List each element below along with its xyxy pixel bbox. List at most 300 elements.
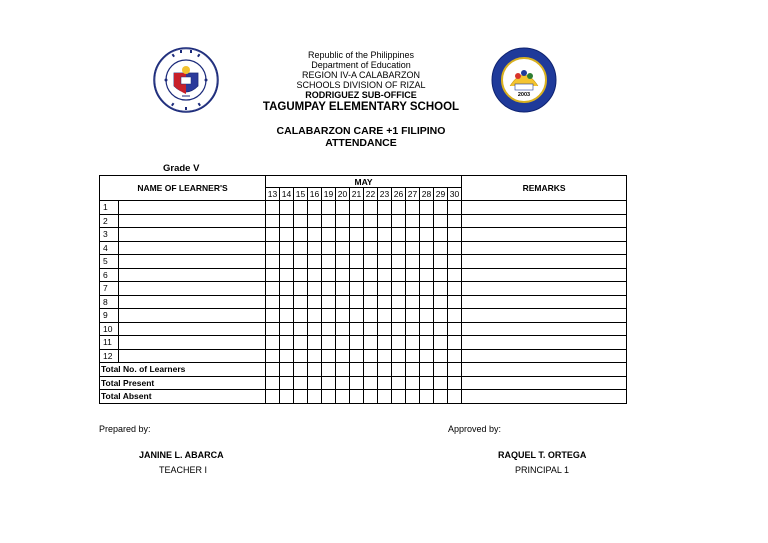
attendance-cell[interactable]	[378, 309, 392, 323]
attendance-cell[interactable]	[406, 282, 420, 296]
total-remarks-cell[interactable]	[462, 363, 627, 377]
attendance-cell[interactable]	[378, 201, 392, 215]
total-cell[interactable]	[392, 363, 406, 377]
attendance-cell[interactable]	[266, 268, 280, 282]
attendance-cell[interactable]	[448, 295, 462, 309]
attendance-cell[interactable]	[406, 295, 420, 309]
total-cell[interactable]	[364, 363, 378, 377]
learner-row	[100, 282, 627, 296]
total-cell[interactable]	[420, 376, 434, 390]
total-cell[interactable]	[448, 376, 462, 390]
attendance-cell[interactable]	[336, 282, 350, 296]
row-number: 7	[100, 282, 119, 296]
attendance-cell[interactable]	[406, 309, 420, 323]
learner-row	[100, 336, 627, 350]
attendance-cell[interactable]	[266, 349, 280, 363]
remarks-cell[interactable]	[462, 255, 627, 269]
day-header-cell: 20	[336, 188, 350, 201]
total-cell[interactable]	[308, 390, 322, 404]
attendance-cell[interactable]	[378, 255, 392, 269]
total-cell[interactable]	[280, 363, 294, 377]
attendance-cell[interactable]	[350, 214, 364, 228]
total-row	[100, 363, 627, 377]
attendance-cell[interactable]	[364, 336, 378, 350]
attendance-cell[interactable]	[336, 349, 350, 363]
attendance-cell[interactable]	[448, 349, 462, 363]
remarks-cell[interactable]	[462, 228, 627, 242]
attendance-cell[interactable]	[280, 336, 294, 350]
total-cell[interactable]	[350, 376, 364, 390]
attendance-cell[interactable]	[434, 295, 448, 309]
learner-name-cell[interactable]	[119, 349, 266, 363]
attendance-cell[interactable]	[350, 295, 364, 309]
attendance-cell[interactable]	[448, 336, 462, 350]
attendance-cell[interactable]	[308, 282, 322, 296]
total-label: Total No. of Learners	[100, 363, 266, 377]
seal-year: 2003	[517, 92, 531, 98]
attendance-cell[interactable]	[392, 336, 406, 350]
total-cell[interactable]	[322, 363, 336, 377]
attendance-cell[interactable]	[378, 228, 392, 242]
total-row	[100, 390, 627, 404]
attendance-cell[interactable]	[308, 214, 322, 228]
attendance-cell[interactable]	[448, 282, 462, 296]
learner-row	[100, 322, 627, 336]
attendance-cell[interactable]	[434, 201, 448, 215]
attendance-cell[interactable]	[350, 282, 364, 296]
approved-by-name: RAQUEL T. ORTEGA	[498, 450, 587, 460]
row-number: 12	[100, 349, 119, 363]
total-cell[interactable]	[406, 363, 420, 377]
attendance-cell[interactable]	[392, 349, 406, 363]
attendance-cell[interactable]	[350, 336, 364, 350]
attendance-cell[interactable]	[266, 241, 280, 255]
total-label: Total Absent	[100, 390, 266, 404]
form-title	[240, 125, 482, 149]
learner-row	[100, 241, 627, 255]
form-title-line2: ATTENDANCE	[325, 137, 397, 149]
form-title-line1: CALABARZON CARE +1 FILIPINO	[276, 125, 446, 137]
month-header: MAY	[266, 176, 462, 188]
learner-name-cell[interactable]	[119, 268, 266, 282]
attendance-cell[interactable]	[280, 214, 294, 228]
attendance-cell[interactable]	[448, 255, 462, 269]
remarks-cell[interactable]	[462, 214, 627, 228]
attendance-cell[interactable]	[280, 268, 294, 282]
attendance-cell[interactable]	[280, 322, 294, 336]
attendance-cell[interactable]	[434, 282, 448, 296]
learner-name-cell[interactable]	[119, 241, 266, 255]
attendance-cell[interactable]	[280, 282, 294, 296]
attendance-cell[interactable]	[392, 214, 406, 228]
remarks-cell[interactable]	[462, 349, 627, 363]
attendance-cell[interactable]	[406, 228, 420, 242]
attendance-cell[interactable]	[322, 268, 336, 282]
attendance-cell[interactable]	[266, 228, 280, 242]
attendance-cell[interactable]	[448, 201, 462, 215]
total-cell[interactable]	[266, 363, 280, 377]
total-cell[interactable]	[434, 363, 448, 377]
attendance-cell[interactable]	[378, 322, 392, 336]
attendance-cell[interactable]	[392, 309, 406, 323]
attendance-cell[interactable]	[294, 282, 308, 296]
attendance-cell[interactable]	[434, 241, 448, 255]
attendance-cell[interactable]	[294, 349, 308, 363]
attendance-cell[interactable]	[280, 201, 294, 215]
attendance-cell[interactable]	[448, 268, 462, 282]
day-header-cell: 27	[406, 188, 420, 201]
total-cell[interactable]	[294, 390, 308, 404]
total-cell[interactable]	[336, 390, 350, 404]
attendance-cell[interactable]	[322, 322, 336, 336]
day-header-cell: 26	[392, 188, 406, 201]
attendance-cell[interactable]	[280, 255, 294, 269]
remarks-cell[interactable]	[462, 336, 627, 350]
attendance-cell[interactable]	[350, 349, 364, 363]
total-cell[interactable]	[392, 390, 406, 404]
attendance-cell[interactable]	[294, 228, 308, 242]
attendance-cell[interactable]	[266, 322, 280, 336]
attendance-cell[interactable]	[280, 349, 294, 363]
attendance-cell[interactable]	[266, 295, 280, 309]
total-cell[interactable]	[336, 363, 350, 377]
attendance-cell[interactable]	[434, 336, 448, 350]
remarks-cell[interactable]	[462, 268, 627, 282]
attendance-cell[interactable]	[308, 349, 322, 363]
attendance-cell[interactable]	[308, 241, 322, 255]
learner-name-cell[interactable]	[119, 322, 266, 336]
attendance-cell[interactable]	[434, 322, 448, 336]
attendance-cell[interactable]	[378, 241, 392, 255]
attendance-cell[interactable]	[294, 255, 308, 269]
attendance-cell[interactable]	[420, 349, 434, 363]
attendance-cell[interactable]	[364, 228, 378, 242]
attendance-cell[interactable]	[392, 241, 406, 255]
attendance-cell[interactable]	[420, 255, 434, 269]
attendance-cell[interactable]	[322, 349, 336, 363]
total-label: Total Present	[100, 376, 266, 390]
total-cell[interactable]	[406, 376, 420, 390]
learner-name-cell[interactable]	[119, 309, 266, 323]
header-region: REGION IV-A CALABARZON	[301, 70, 421, 80]
attendance-cell[interactable]	[308, 336, 322, 350]
total-cell[interactable]	[434, 390, 448, 404]
attendance-cell[interactable]	[336, 228, 350, 242]
attendance-cell[interactable]	[280, 295, 294, 309]
attendance-cell[interactable]	[406, 214, 420, 228]
attendance-cell[interactable]	[322, 201, 336, 215]
attendance-cell[interactable]	[266, 201, 280, 215]
prepared-by-name: JANINE L. ABARCA	[139, 450, 224, 460]
day-header-cell: 28	[420, 188, 434, 201]
total-cell[interactable]	[448, 390, 462, 404]
learner-row	[100, 268, 627, 282]
learner-row	[100, 214, 627, 228]
attendance-cell[interactable]	[336, 309, 350, 323]
attendance-cell[interactable]	[350, 268, 364, 282]
attendance-cell[interactable]	[294, 268, 308, 282]
attendance-cell[interactable]	[364, 295, 378, 309]
attendance-cell[interactable]	[378, 214, 392, 228]
attendance-cell[interactable]	[322, 241, 336, 255]
prepared-by-label: Prepared by:	[99, 424, 151, 434]
total-cell[interactable]	[280, 390, 294, 404]
attendance-cell[interactable]	[406, 349, 420, 363]
row-number: 11	[100, 336, 119, 350]
attendance-cell[interactable]	[322, 282, 336, 296]
attendance-cell[interactable]	[294, 241, 308, 255]
remarks-cell[interactable]	[462, 282, 627, 296]
total-cell[interactable]	[364, 376, 378, 390]
attendance-cell[interactable]	[266, 255, 280, 269]
attendance-cell[interactable]	[364, 255, 378, 269]
attendance-cell[interactable]	[350, 255, 364, 269]
total-cell[interactable]	[420, 390, 434, 404]
total-cell[interactable]	[378, 390, 392, 404]
row-number: 1	[100, 201, 119, 215]
remarks-cell[interactable]	[462, 309, 627, 323]
attendance-cell[interactable]	[308, 309, 322, 323]
attendance-cell[interactable]	[434, 214, 448, 228]
total-remarks-cell[interactable]	[462, 376, 627, 390]
attendance-cell[interactable]	[364, 282, 378, 296]
attendance-cell[interactable]	[392, 201, 406, 215]
attendance-cell[interactable]	[336, 201, 350, 215]
total-cell[interactable]	[434, 376, 448, 390]
attendance-cell[interactable]	[434, 255, 448, 269]
attendance-cell[interactable]	[378, 336, 392, 350]
attendance-cell[interactable]	[420, 295, 434, 309]
learner-name-cell[interactable]	[119, 336, 266, 350]
total-cell[interactable]	[322, 376, 336, 390]
attendance-cell[interactable]	[280, 309, 294, 323]
day-header-cell: 15	[294, 188, 308, 201]
attendance-cell[interactable]	[336, 268, 350, 282]
attendance-cell[interactable]	[420, 241, 434, 255]
day-header-cell: 19	[322, 188, 336, 201]
attendance-cell[interactable]	[448, 214, 462, 228]
attendance-cell[interactable]	[322, 214, 336, 228]
attendance-cell[interactable]	[420, 309, 434, 323]
row-number: 2	[100, 214, 119, 228]
attendance-cell[interactable]	[322, 228, 336, 242]
learner-row	[100, 295, 627, 309]
attendance-cell[interactable]	[420, 322, 434, 336]
attendance-cell[interactable]	[364, 268, 378, 282]
total-cell[interactable]	[364, 390, 378, 404]
day-header-cell: 16	[308, 188, 322, 201]
school-name: TAGUMPAY ELEMENTARY SCHOOL	[262, 101, 460, 113]
header-republic: Republic of the Philippines	[307, 50, 415, 60]
day-header-cell: 14	[280, 188, 294, 201]
attendance-cell[interactable]	[294, 295, 308, 309]
day-header-cell: 22	[364, 188, 378, 201]
attendance-cell[interactable]	[364, 241, 378, 255]
remarks-header: REMARKS	[462, 176, 627, 201]
attendance-cell[interactable]	[406, 336, 420, 350]
attendance-cell[interactable]	[294, 214, 308, 228]
attendance-cell[interactable]	[280, 241, 294, 255]
attendance-cell[interactable]	[392, 322, 406, 336]
attendance-cell[interactable]	[434, 349, 448, 363]
attendance-cell[interactable]	[266, 309, 280, 323]
row-number: 8	[100, 295, 119, 309]
row-number: 6	[100, 268, 119, 282]
remarks-cell[interactable]	[462, 295, 627, 309]
remarks-cell[interactable]	[462, 241, 627, 255]
learner-row	[100, 309, 627, 323]
attendance-cell[interactable]	[266, 214, 280, 228]
attendance-cell[interactable]	[350, 309, 364, 323]
attendance-cell[interactable]	[308, 322, 322, 336]
day-header-cell: 13	[266, 188, 280, 201]
attendance-cell[interactable]	[434, 309, 448, 323]
attendance-cell[interactable]	[308, 268, 322, 282]
grade-label: Grade V	[163, 163, 200, 174]
attendance-cell[interactable]	[392, 268, 406, 282]
attendance-cell[interactable]	[392, 255, 406, 269]
attendance-cell[interactable]	[420, 201, 434, 215]
learner-name-cell[interactable]	[119, 282, 266, 296]
approved-by-label: Approved by:	[448, 424, 502, 434]
attendance-cell[interactable]	[392, 228, 406, 242]
attendance-cell[interactable]	[406, 268, 420, 282]
attendance-cell[interactable]	[448, 241, 462, 255]
attendance-cell[interactable]	[448, 322, 462, 336]
row-number: 4	[100, 241, 119, 255]
row-number: 9	[100, 309, 119, 323]
remarks-cell[interactable]	[462, 201, 627, 215]
total-cell[interactable]	[392, 376, 406, 390]
row-number: 3	[100, 228, 119, 242]
name-of-learners-header: NAME OF LEARNER'S	[100, 176, 266, 201]
attendance-cell[interactable]	[308, 201, 322, 215]
total-cell[interactable]	[266, 390, 280, 404]
header-department: Department of Education	[311, 60, 411, 70]
prepared-by-title: TEACHER I	[159, 465, 208, 475]
attendance-cell[interactable]	[448, 228, 462, 242]
total-cell[interactable]	[336, 376, 350, 390]
day-header-cell: 30	[448, 188, 462, 201]
attendance-cell[interactable]	[420, 228, 434, 242]
learner-row	[100, 349, 627, 363]
total-cell[interactable]	[448, 363, 462, 377]
total-cell[interactable]	[280, 376, 294, 390]
total-cell[interactable]	[322, 390, 336, 404]
attendance-cell[interactable]	[392, 295, 406, 309]
attendance-cell[interactable]	[420, 282, 434, 296]
total-cell[interactable]	[378, 376, 392, 390]
attendance-cell[interactable]	[294, 201, 308, 215]
attendance-cell[interactable]	[378, 268, 392, 282]
attendance-cell[interactable]	[364, 349, 378, 363]
total-remarks-cell[interactable]	[462, 390, 627, 404]
total-cell[interactable]	[308, 363, 322, 377]
attendance-cell[interactable]	[350, 241, 364, 255]
attendance-cell[interactable]	[406, 322, 420, 336]
learner-name-cell[interactable]	[119, 228, 266, 242]
day-header-cell: 23	[378, 188, 392, 201]
learner-name-cell[interactable]	[119, 201, 266, 215]
remarks-cell[interactable]	[462, 322, 627, 336]
learner-name-cell[interactable]	[119, 295, 266, 309]
attendance-cell[interactable]	[406, 241, 420, 255]
attendance-cell[interactable]	[294, 336, 308, 350]
total-cell[interactable]	[294, 376, 308, 390]
learner-name-cell[interactable]	[119, 214, 266, 228]
document-header	[240, 50, 482, 114]
attendance-cell[interactable]	[336, 336, 350, 350]
attendance-cell[interactable]	[336, 295, 350, 309]
attendance-cell[interactable]	[336, 241, 350, 255]
attendance-cell[interactable]	[322, 336, 336, 350]
attendance-cell[interactable]	[322, 309, 336, 323]
total-cell[interactable]	[308, 376, 322, 390]
attendance-cell[interactable]	[406, 255, 420, 269]
attendance-cell[interactable]	[378, 282, 392, 296]
deped-seal-logo	[152, 46, 220, 114]
total-cell[interactable]	[350, 363, 364, 377]
attendance-cell[interactable]	[350, 322, 364, 336]
attendance-cell[interactable]	[364, 214, 378, 228]
attendance-cell[interactable]	[266, 336, 280, 350]
attendance-cell[interactable]	[294, 309, 308, 323]
attendance-cell[interactable]	[322, 255, 336, 269]
attendance-cell[interactable]	[322, 295, 336, 309]
total-cell[interactable]	[378, 363, 392, 377]
header-division: SCHOOLS DIVISION OF RIZAL	[296, 80, 426, 90]
attendance-cell[interactable]	[350, 201, 364, 215]
attendance-table	[99, 175, 627, 404]
total-cell[interactable]	[294, 363, 308, 377]
attendance-cell[interactable]	[434, 228, 448, 242]
total-cell[interactable]	[350, 390, 364, 404]
attendance-cell[interactable]	[350, 228, 364, 242]
learner-row	[100, 228, 627, 242]
attendance-cell[interactable]	[294, 322, 308, 336]
attendance-cell[interactable]	[434, 268, 448, 282]
attendance-cell[interactable]	[336, 322, 350, 336]
attendance-cell[interactable]	[308, 255, 322, 269]
attendance-cell[interactable]	[420, 268, 434, 282]
total-cell[interactable]	[420, 363, 434, 377]
attendance-cell[interactable]	[378, 349, 392, 363]
learner-row	[100, 201, 627, 215]
school-seal-logo	[490, 46, 558, 114]
attendance-cell[interactable]	[336, 255, 350, 269]
attendance-cell[interactable]	[336, 214, 350, 228]
attendance-cell[interactable]	[364, 201, 378, 215]
attendance-cell[interactable]	[420, 214, 434, 228]
header-sub-office: RODRIGUEZ SUB-OFFICE	[305, 90, 417, 100]
attendance-cell[interactable]	[392, 282, 406, 296]
attendance-cell[interactable]	[266, 282, 280, 296]
attendance-cell[interactable]	[420, 336, 434, 350]
attendance-cell[interactable]	[308, 228, 322, 242]
attendance-cell[interactable]	[280, 228, 294, 242]
total-cell[interactable]	[266, 376, 280, 390]
attendance-cell[interactable]	[378, 295, 392, 309]
attendance-cell[interactable]	[406, 201, 420, 215]
total-cell[interactable]	[406, 390, 420, 404]
total-row	[100, 376, 627, 390]
attendance-cell[interactable]	[364, 322, 378, 336]
row-number: 5	[100, 255, 119, 269]
learner-name-cell[interactable]	[119, 255, 266, 269]
attendance-cell[interactable]	[308, 295, 322, 309]
attendance-cell[interactable]	[448, 309, 462, 323]
attendance-cell[interactable]	[364, 309, 378, 323]
